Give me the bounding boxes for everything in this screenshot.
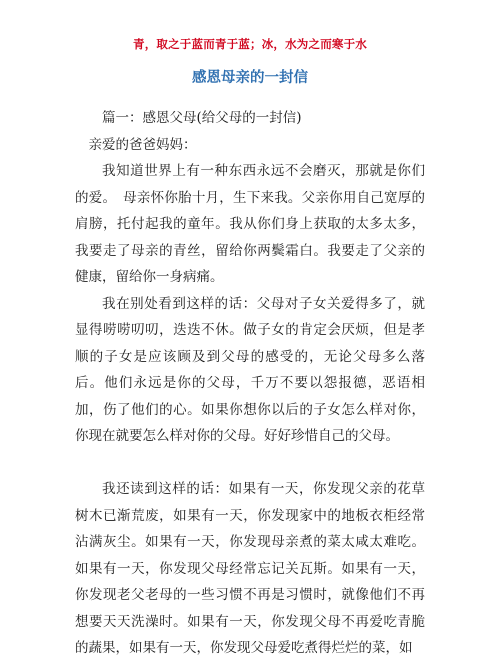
letter-paragraph: 我在别处看到这样的话：父母对子女关爱得多了，就显得唠唠叨叨，迭迭不休。做子女的肯定会厌烦，但是孝顺的子女是应该顾及到父母的感受的，无论父母多么落后。他们永远是你的父母，千万不要以怨报德，恶语相加，伤了他们的心。如果你想你以后的子女怎么样对你，你现在就要怎么样对你的父母。好好珍惜自己的父母。 [75,295,425,444]
letter-greeting: 亲爱的爸爸妈妈： [88,136,197,153]
letter-paragraph: 我知道世界上有一种东西永远不会磨灭，那就是你们的爱。 母亲怀你胎十月，生下来我。父亲你用自己宽厚的肩膀，托付起我的童年。我从你们身上获取的太多太多，我要走了母亲的青丝，留给你两鬓霜白。我要走了父亲的健康，留给你一身病痛。 [75,163,425,285]
document-title: 感恩母亲的一封信 [192,69,308,86]
letter-body [75,105,425,662]
header-motto: 青，取之于蓝而青于蓝；冰，水为之而寒于水 [133,37,367,51]
letter-paragraph: 我还读到这样的话：如果有一天，你发现父亲的花草树木已渐荒废，如果有一天，你发现家中的地板衣柜经常沾满灰尘。如果有一天，你发现母亲煮的菜太咸太难吃。如果有一天，你发现父母经常忘记关瓦斯。如果有一天，你发现老父老母的一些习惯不再是习惯时，就像他们不再想要天天洗澡时。如果有一天，你发现父母不再爱吃青脆的蔬果，如果有一天，你发现父母爱吃煮得烂烂的菜，如 [75,481,425,656]
letter-subtitle: 篇一：感恩父母(给父母的一封信) [102,110,302,126]
